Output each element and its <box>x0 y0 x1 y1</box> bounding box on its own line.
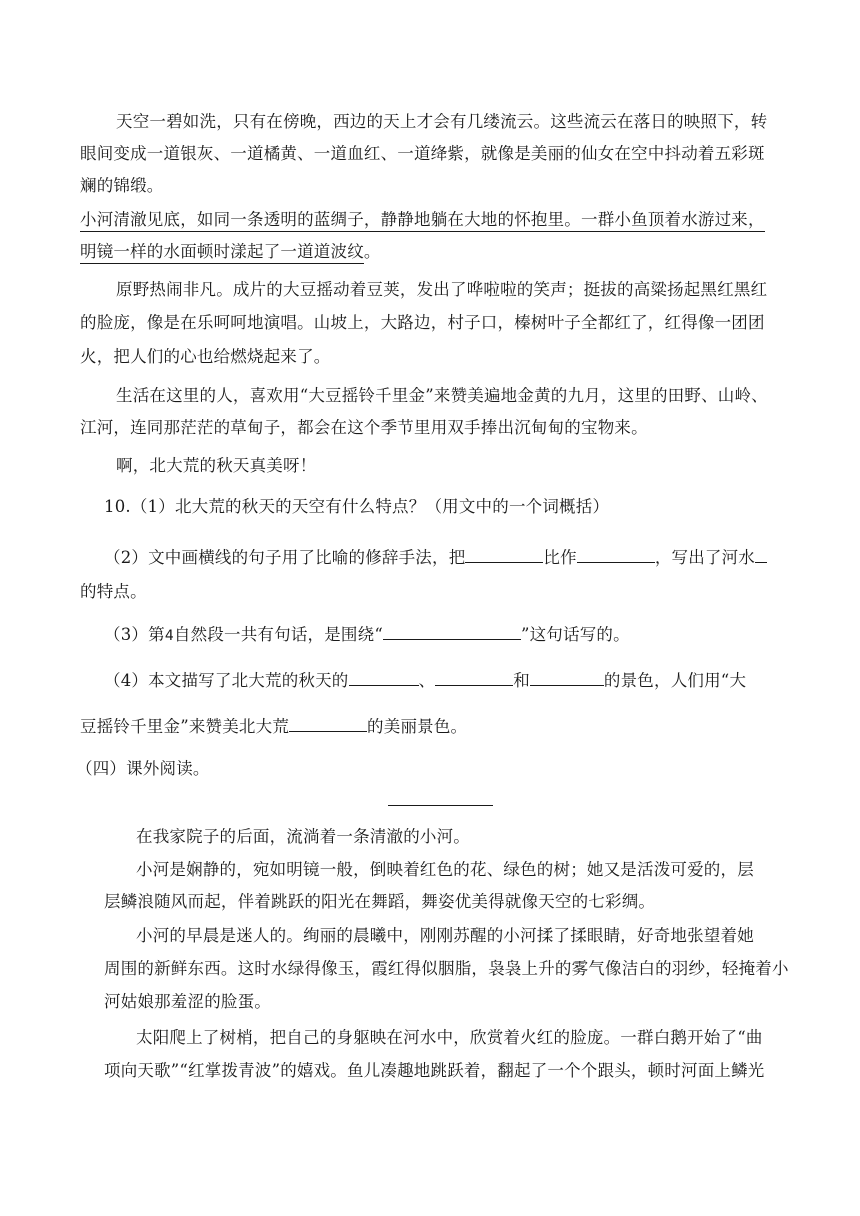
answer-blank[interactable] <box>349 667 419 686</box>
question-text: ”这句话写的。 <box>520 625 630 644</box>
question-text: （4）本文描写了北大荒的秋天的 <box>104 671 349 690</box>
answer-blank[interactable] <box>435 667 513 686</box>
answer-blank[interactable] <box>465 544 543 563</box>
passage1-line: 啊，北大荒的秋天真美呀！ <box>116 456 317 475</box>
answer-blank[interactable] <box>530 667 604 686</box>
passage1-line: 原野热闹非凡。成片的大豆摇动着豆荚，发出了哗啦啦的笑声；挺拔的高粱扬起黑红黑红 <box>116 280 768 299</box>
question-text: ，写出了河水 <box>654 548 756 567</box>
underlined-text: 明镜一样的水面顿时漾起了一道道波纹 <box>80 242 364 264</box>
passage1-line: 火，把人们的心也给燃烧起来了。 <box>80 347 331 366</box>
passage2-line: 周围的新鲜东西。这时水绿得像玉，霞红得似胭脂，袅袅上升的雾气像洁白的羽纱，轻掩着小 <box>104 959 789 978</box>
question-3 <box>104 621 630 650</box>
question-text: （2）文中画横线的句子用了比喻的修辞手法，把 <box>104 548 466 567</box>
passage2-line: 河姑娘那羞涩的脸蛋。 <box>104 992 271 1011</box>
passage2-line: 小河是娴静的，宛如明镜一般，倒映着红色的花、绿色的树；她又是活泼可爱的，层 <box>136 860 754 879</box>
answer-blank[interactable] <box>755 544 767 563</box>
passage2-line: 项向天歌”“红掌拨青波”的嬉戏。鱼儿凑趣地跳跃着，翻起了一个个跟头，顿时河面上鳞光 <box>104 1061 765 1080</box>
question-4 <box>104 667 746 695</box>
answer-blank[interactable] <box>577 544 655 563</box>
question-text: 自然段一共有句话，是围绕“ <box>173 625 383 644</box>
passage2-line: 太阳爬上了树梢，把自己的身躯映在河水中，欣赏着火红的脸庞。一群白鹅开始了“曲 <box>136 1028 763 1047</box>
passage1-line: 江河，连同那茫茫的草甸子，都会在这个季节里用双手捧出沉甸甸的宝物来。 <box>80 418 648 437</box>
question-1: 10.（1）北大荒的秋天的天空有什么特点？（用文中的一个词概括） <box>104 497 610 516</box>
passage1-line: 天空一碧如洗，只有在傍晚，西边的天上才会有几缕流云。这些流云在落日的映照下，转 <box>116 112 768 131</box>
question-text: 的景色，人们用“大 <box>603 671 747 690</box>
passage1-line: 的脸庞，像是在乐呵呵地演唱。山坡上，大路边，村子口，榛树叶子全都红了，红得像一团团 <box>80 313 765 332</box>
passage1-line: 斓的锦缎。 <box>80 176 164 195</box>
answer-blank[interactable] <box>289 713 367 732</box>
question-text: 、 <box>418 671 436 690</box>
title-blank[interactable] <box>388 805 493 806</box>
question-text: 豆摇铃千里金”来赞美北大荒 <box>80 717 290 736</box>
passage2-line: 层鳞浪随风而起，伴着跳跃的阳光在舞蹈，舞姿优美得就像天空的七彩绸。 <box>104 892 656 911</box>
passage2-line: 小河的早晨是迷人的。绚丽的晨曦中，刚刚苏醒的小河揉了揉眼睛，好奇地张望着她 <box>136 926 754 945</box>
answer-blank[interactable] <box>383 621 521 640</box>
underlined-sentence <box>80 206 765 234</box>
question-text: 的美丽景色。 <box>367 717 468 736</box>
question-text: 比作 <box>543 548 577 567</box>
underlined-sentence <box>80 238 381 266</box>
question-4-cont <box>80 713 467 741</box>
sentence-end: 。 <box>363 242 381 261</box>
passage1-line: 眼间变成一道银灰、一道橘黄、一道血红、一道绛紫，就像是美丽的仙女在空中抖动着五彩斑 <box>80 144 765 163</box>
paragraph-number: 4 <box>164 628 174 644</box>
question-2-cont: 的特点。 <box>80 582 147 601</box>
question-text: （3）第 <box>104 625 165 644</box>
passage2-line: 在我家院子的后面，流淌着一条清澈的小河。 <box>136 827 470 846</box>
section-heading: （四）课外阅读。 <box>76 759 210 778</box>
underlined-text: 小河清澈见底，如同一条透明的蓝绸子，静静地躺在大地的怀抱里。一群小鱼顶着水游过来， <box>80 210 765 232</box>
question-2 <box>104 544 767 572</box>
question-text: 和 <box>513 671 530 690</box>
passage1-line: 生活在这里的人，喜欢用“大豆摇铃千里金”来赞美遍地金黄的九月，这里的田野、山岭、 <box>116 386 768 405</box>
